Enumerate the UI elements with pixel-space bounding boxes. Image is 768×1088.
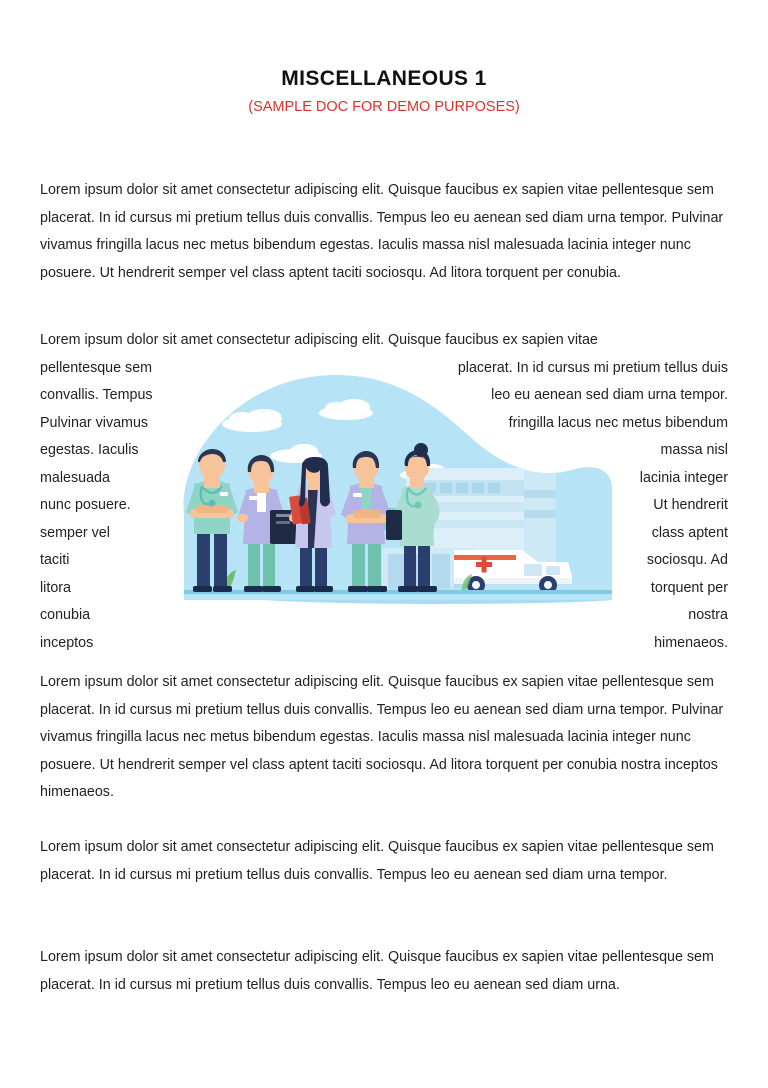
wrap-left-line: conubia bbox=[40, 607, 91, 623]
paragraph-5: Lorem ipsum dolor sit amet consectetur adipiscing elit. Quisque faucibus ex sapien vitae pellentesque sem placerat. In id cursus mi pretium tellus duis convallis. Tempus leo eu aenean sed diam urna. bbox=[40, 949, 714, 993]
medical-team-illustration bbox=[124, 362, 614, 620]
page-subtitle: (SAMPLE DOC FOR DEMO PURPOSES) bbox=[248, 99, 520, 115]
wrap-left-line: egestas. Iaculis bbox=[40, 442, 139, 458]
tablet-icon bbox=[386, 510, 402, 540]
wrap-left-line: semper vel bbox=[40, 524, 110, 541]
page-title: MISCELLANEOUS 1 bbox=[281, 67, 487, 91]
wrap-right-line: torquent per bbox=[650, 579, 728, 596]
wrap-right-line: fringilla lacus nec metus bibendum bbox=[508, 414, 728, 431]
paragraph-1: Lorem ipsum dolor sit amet consectetur adipiscing elit. Quisque faucibus ex sapien vitae pellentesque sem placerat. In id cursus mi pretium tellus duis convallis. Tempus leo eu aenean sed diam urna tempor. Pulvinar vivamus fringilla lacus nec metus bibendum egestas. Iaculis massa nisl malesuada lacinia integer nunc posuere. Ut hendrerit semper vel class aptent taciti sociosqu. Ad litora torquent per conubia. bbox=[40, 182, 724, 281]
wrap-left-line: taciti bbox=[40, 552, 70, 568]
cloud-icon bbox=[222, 409, 282, 432]
wrap-left-line: convallis. Tempus bbox=[40, 387, 153, 403]
wrap-left-line: nunc posuere. bbox=[40, 497, 131, 513]
wrapped-paragraph-first-line: Lorem ipsum dolor sit amet consectetur adipiscing elit. Quisque faucibus ex sapien vitae bbox=[40, 332, 598, 348]
wrap-right-line: class aptent bbox=[651, 524, 728, 541]
wrap-right-line: nostra bbox=[688, 607, 728, 623]
wrap-right-line: massa nisl bbox=[660, 442, 728, 458]
paragraph-3: Lorem ipsum dolor sit amet consectetur adipiscing elit. Quisque faucibus ex sapien vitae pellentesque sem placerat. In id cursus mi pretium tellus duis convallis. Tempus leo eu aenean sed diam urna tempor. Pulvinar vivamus fringilla lacus nec metus bibendum egestas. Iaculis massa nisl malesuada lacinia integer nunc posuere. Ut hendrerit semper vel class aptent taciti sociosqu. Ad litora torquent per conubia nostra inceptos himenaeos. bbox=[40, 674, 724, 801]
wrap-right-line: himenaeos. bbox=[654, 634, 728, 651]
wrap-right-line: Ut hendrerit bbox=[653, 497, 728, 513]
paragraph-4: Lorem ipsum dolor sit amet consectetur adipiscing elit. Quisque faucibus ex sapien vitae pellentesque sem placerat. In id cursus mi pretium tellus duis convallis. Tempus leo eu aenean sed diam urna tempor. bbox=[40, 839, 714, 883]
wrap-right-line: leo eu aenean sed diam urna tempor. bbox=[491, 387, 728, 403]
wrap-left-line: litora bbox=[40, 579, 71, 596]
wrap-right-line: sociosqu. Ad bbox=[646, 552, 728, 568]
wrap-left-line: inceptos bbox=[40, 634, 94, 651]
wrap-right-line: lacinia integer bbox=[639, 469, 728, 486]
wrap-left-line: pellentesque sem bbox=[40, 359, 153, 376]
wrap-left-line: malesuada bbox=[40, 469, 110, 486]
wrap-left-line: Pulvinar vivamus bbox=[40, 414, 149, 431]
wrap-right-line: placerat. In id cursus mi pretium tellus duis bbox=[457, 359, 728, 376]
